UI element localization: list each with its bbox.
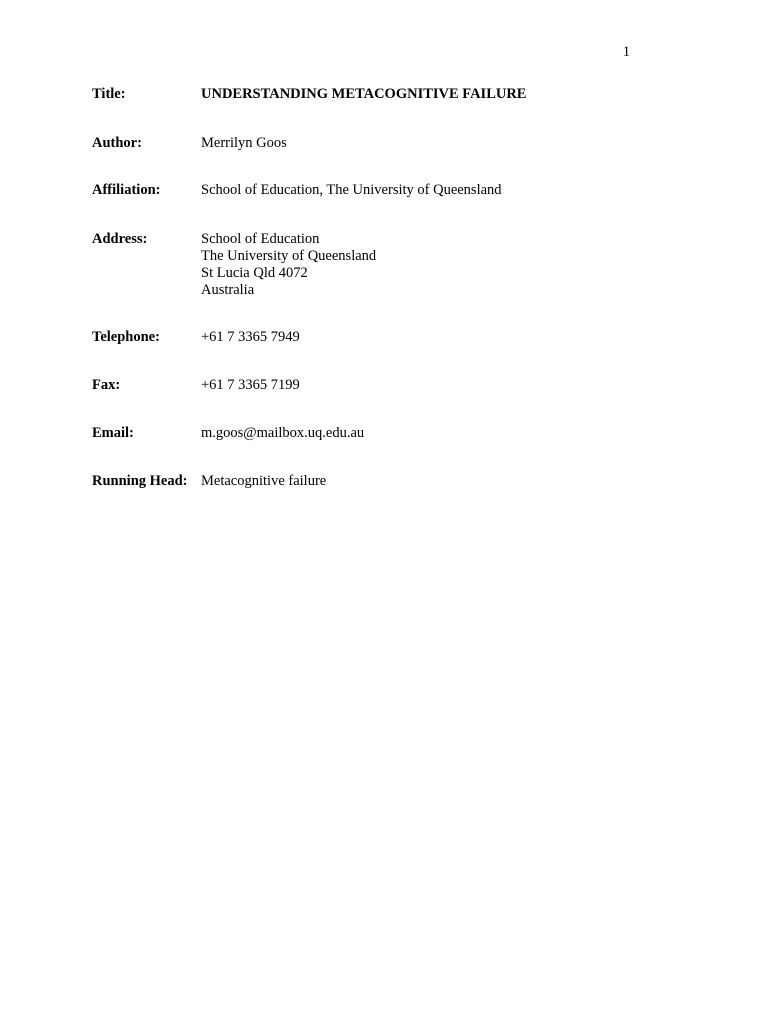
author-label: Author: xyxy=(92,135,142,151)
email-label: Email: xyxy=(92,425,134,441)
address-line: St Lucia Qld 4072 xyxy=(201,265,308,281)
address-line: The University of Queensland xyxy=(201,248,377,264)
page-number: 1 xyxy=(622,44,630,60)
email-value: m.goos@mailbox.uq.edu.au xyxy=(201,425,365,441)
telephone-label: Telephone: xyxy=(92,329,160,345)
fax-label: Fax: xyxy=(92,377,121,393)
address-line: Australia xyxy=(201,282,255,298)
paper-title: UNDERSTANDING METACOGNITIVE FAILURE xyxy=(201,86,527,102)
address-label: Address: xyxy=(92,231,148,247)
affiliation-value: School of Education, The University of Queensland xyxy=(201,182,502,198)
affiliation-label: Affiliation: xyxy=(92,182,161,198)
running-head-value: Metacognitive failure xyxy=(201,473,327,489)
running-head-label: Running Head: xyxy=(92,473,188,489)
telephone-value: +61 7 3365 7949 xyxy=(201,329,300,345)
address-line: School of Education xyxy=(201,231,320,247)
fax-value: +61 7 3365 7199 xyxy=(201,377,300,393)
address-block xyxy=(201,231,376,299)
author-name: Merrilyn Goos xyxy=(201,135,287,151)
title-label: Title: xyxy=(92,86,126,102)
